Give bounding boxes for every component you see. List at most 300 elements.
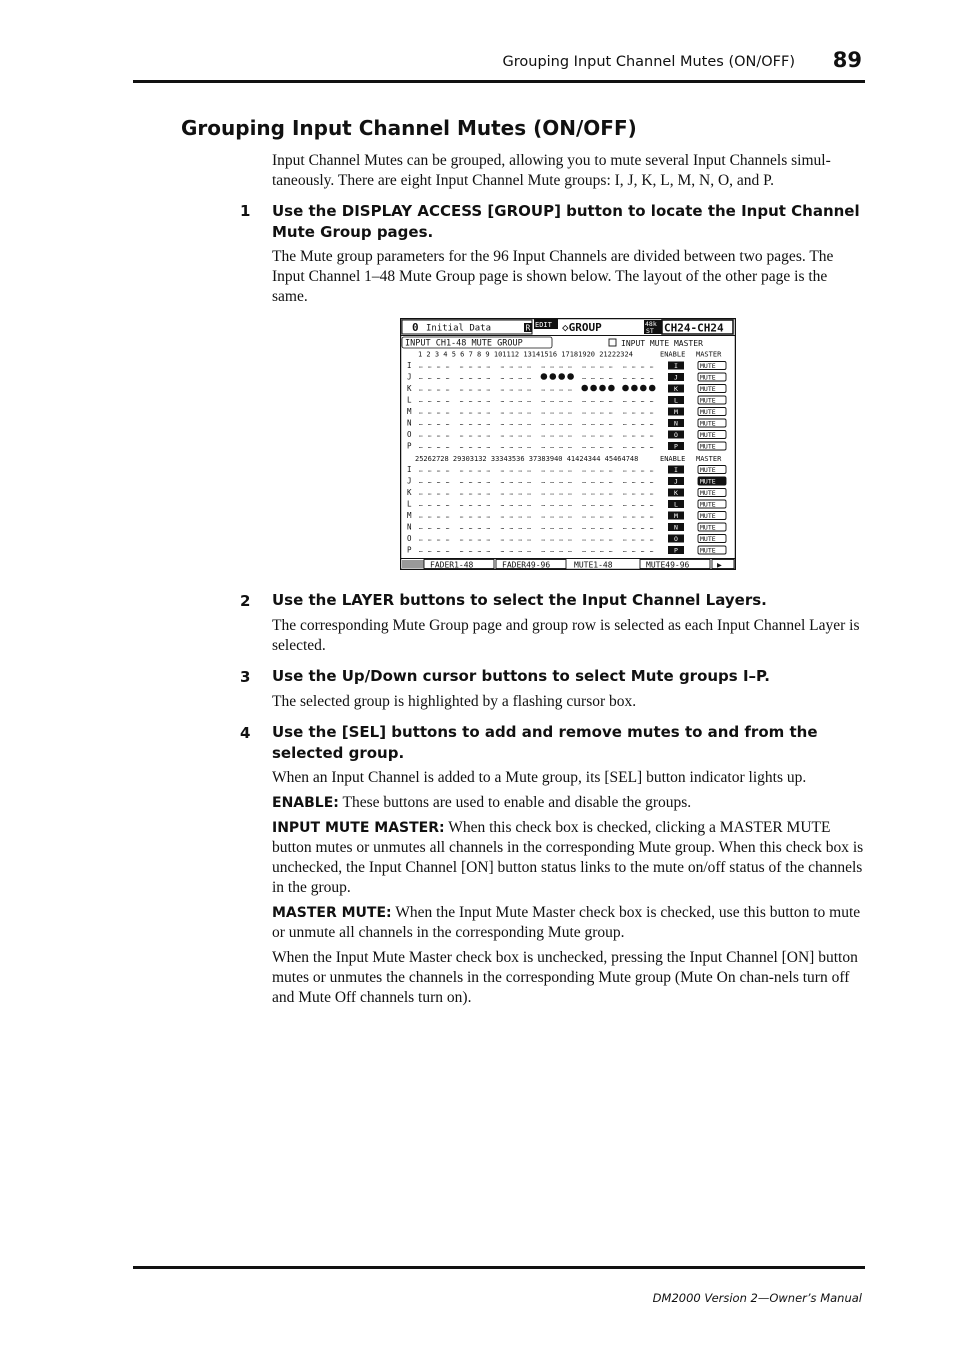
mute-off-dot-ch34-i[interactable]: … [509, 466, 514, 474]
mute-off-dot-ch12-l[interactable]: … [527, 397, 531, 404]
mute-off-dot-ch47-j[interactable]: … [640, 478, 645, 485]
mute-off-dot-ch38-i[interactable]: … [550, 466, 554, 474]
mute-off-dot-ch3-m[interactable]: … [436, 408, 441, 416]
mute-off-dot-ch44-m[interactable]: … [608, 512, 613, 520]
mute-off-dot-ch18-l[interactable]: … [591, 397, 595, 404]
mute-off-dot-ch25-p[interactable]: … [419, 547, 423, 554]
mute-off-dot-ch7-n[interactable]: … [477, 420, 482, 427]
mute-off-dot-ch4-i[interactable]: … [445, 362, 450, 370]
mute-off-dot-ch35-i[interactable]: … [518, 466, 523, 474]
mute-off-dot-ch28-o[interactable]: … [445, 535, 450, 543]
mute-off-dot-ch44-p[interactable]: … [608, 547, 613, 554]
mute-off-dot-ch9-p[interactable]: … [500, 443, 505, 450]
mute-off-dot-ch16-i[interactable]: … [568, 362, 572, 370]
mute-off-dot-ch31-o[interactable]: … [477, 535, 482, 543]
mute-off-dot-ch3-k[interactable]: … [436, 385, 441, 393]
mute-off-dot-ch24-l[interactable]: … [649, 397, 654, 404]
mute-off-dot-ch11-m[interactable]: … [518, 408, 523, 416]
mute-off-dot-ch25-j[interactable]: … [419, 478, 423, 485]
mute-off-dot-ch30-o[interactable]: … [468, 535, 473, 543]
mute-off-dot-ch27-i[interactable]: … [436, 466, 441, 474]
mute-off-dot-ch39-k[interactable]: … [559, 489, 563, 497]
mute-off-dot-ch39-m[interactable]: … [559, 512, 563, 520]
mute-off-dot-ch3-j[interactable]: … [436, 374, 441, 381]
mute-off-dot-ch28-j[interactable]: … [445, 478, 450, 485]
mute-off-dot-ch5-p[interactable]: … [459, 443, 464, 450]
mute-on-dot-ch19-k[interactable] [599, 385, 606, 392]
mute-off-dot-ch28-p[interactable]: … [445, 547, 450, 554]
mute-off-dot-ch26-k[interactable]: … [427, 489, 432, 497]
mute-off-dot-ch41-j[interactable]: … [582, 478, 586, 485]
mute-on-dot-ch16-j[interactable] [567, 373, 574, 380]
mute-off-dot-ch28-k[interactable]: … [445, 489, 450, 497]
mute-off-dot-ch10-m[interactable]: … [509, 408, 514, 416]
mute-off-dot-ch10-j[interactable]: … [509, 374, 514, 381]
mute-off-dot-ch41-p[interactable]: … [582, 547, 586, 554]
mute-off-dot-ch19-l[interactable]: … [600, 397, 604, 404]
mute-off-dot-ch1-p[interactable]: … [419, 443, 423, 450]
mute-off-dot-ch2-p[interactable]: … [427, 443, 432, 450]
mute-off-dot-ch14-n[interactable]: … [550, 420, 554, 427]
mute-off-dot-ch40-l[interactable]: … [568, 501, 572, 508]
mute-off-dot-ch30-m[interactable]: … [468, 512, 473, 520]
mute-off-dot-ch36-n[interactable]: … [527, 524, 531, 531]
mute-off-dot-ch11-p[interactable]: … [518, 443, 523, 450]
mute-off-dot-ch43-j[interactable]: … [600, 478, 604, 485]
mute-off-dot-ch47-i[interactable]: … [640, 466, 645, 474]
mute-off-dot-ch6-j[interactable]: … [468, 374, 473, 381]
mute-off-dot-ch25-l[interactable]: … [419, 501, 423, 508]
mute-off-dot-ch1-k[interactable]: … [419, 385, 423, 393]
mute-off-dot-ch29-i[interactable]: … [459, 466, 464, 474]
mute-off-dot-ch37-m[interactable]: … [541, 512, 546, 520]
mute-off-dot-ch17-n[interactable]: … [582, 420, 586, 427]
mute-off-dot-ch46-o[interactable]: … [631, 535, 636, 543]
mute-off-dot-ch40-o[interactable]: … [568, 535, 572, 543]
mute-off-dot-ch1-m[interactable]: … [419, 408, 423, 416]
mute-off-dot-ch13-n[interactable]: … [541, 420, 546, 427]
mute-off-dot-ch47-n[interactable]: … [640, 524, 645, 531]
mute-off-dot-ch8-o[interactable]: … [486, 431, 491, 439]
mute-off-dot-ch15-l[interactable]: … [559, 397, 563, 404]
mute-off-dot-ch12-k[interactable]: … [527, 385, 531, 393]
mute-on-dot-ch22-k[interactable] [631, 385, 638, 392]
mute-off-dot-ch27-p[interactable]: … [436, 547, 441, 554]
mute-off-dot-ch33-o[interactable]: … [500, 535, 505, 543]
mute-off-dot-ch34-p[interactable]: … [509, 547, 514, 554]
mute-off-dot-ch37-k[interactable]: … [541, 489, 546, 497]
mute-off-dot-ch20-l[interactable]: … [608, 397, 613, 404]
mute-off-dot-ch26-j[interactable]: … [427, 478, 432, 485]
mute-off-dot-ch21-l[interactable]: … [623, 397, 627, 404]
mute-off-dot-ch3-n[interactable]: … [436, 420, 441, 427]
mute-off-dot-ch11-n[interactable]: … [518, 420, 523, 427]
mute-off-dot-ch8-n[interactable]: … [486, 420, 491, 427]
mute-off-dot-ch19-m[interactable]: … [600, 408, 604, 416]
mute-off-dot-ch9-i[interactable]: … [500, 362, 505, 370]
mute-off-dot-ch31-j[interactable]: … [477, 478, 482, 485]
mute-off-dot-ch29-p[interactable]: … [459, 547, 464, 554]
mute-off-dot-ch33-m[interactable]: … [500, 512, 505, 520]
mute-off-dot-ch7-j[interactable]: … [477, 374, 482, 381]
mute-off-dot-ch39-i[interactable]: … [559, 466, 563, 474]
mute-off-dot-ch43-i[interactable]: … [600, 466, 604, 474]
mute-off-dot-ch9-k[interactable]: … [500, 385, 505, 393]
mute-off-dot-ch29-m[interactable]: … [459, 512, 464, 520]
mute-off-dot-ch20-i[interactable]: … [608, 362, 613, 370]
mute-off-dot-ch24-n[interactable]: … [649, 420, 654, 427]
mute-off-dot-ch6-k[interactable]: … [468, 385, 473, 393]
mute-off-dot-ch19-i[interactable]: … [600, 362, 604, 370]
mute-off-dot-ch9-j[interactable]: … [500, 374, 505, 381]
mute-off-dot-ch3-p[interactable]: … [436, 443, 441, 450]
mute-off-dot-ch40-k[interactable]: … [568, 489, 572, 497]
mute-off-dot-ch40-p[interactable]: … [568, 547, 572, 554]
mute-off-dot-ch48-l[interactable]: … [649, 501, 654, 508]
mute-off-dot-ch30-l[interactable]: … [468, 501, 473, 508]
mute-off-dot-ch40-j[interactable]: … [568, 478, 572, 485]
mute-off-dot-ch41-i[interactable]: … [582, 466, 586, 474]
mute-off-dot-ch3-i[interactable]: … [436, 362, 441, 370]
next-page-arrow[interactable]: ▶ [717, 560, 722, 570]
mute-off-dot-ch18-p[interactable]: … [591, 443, 595, 450]
mute-off-dot-ch48-m[interactable]: … [649, 512, 654, 520]
mute-off-dot-ch3-l[interactable]: … [436, 397, 441, 404]
mute-off-dot-ch18-m[interactable]: … [591, 408, 595, 416]
mute-off-dot-ch32-i[interactable]: … [486, 466, 491, 474]
mute-off-dot-ch21-n[interactable]: … [623, 420, 627, 427]
mute-off-dot-ch18-o[interactable]: … [591, 431, 595, 439]
mute-off-dot-ch1-n[interactable]: … [419, 420, 423, 427]
mute-off-dot-ch48-k[interactable]: … [649, 489, 654, 497]
mute-off-dot-ch35-l[interactable]: … [518, 501, 523, 508]
mute-off-dot-ch5-k[interactable]: … [459, 385, 464, 393]
mute-off-dot-ch48-j[interactable]: … [649, 478, 654, 485]
mute-off-dot-ch1-o[interactable]: … [419, 431, 423, 439]
mute-off-dot-ch5-j[interactable]: … [459, 374, 464, 381]
mute-off-dot-ch26-i[interactable]: … [427, 466, 432, 474]
mute-off-dot-ch28-m[interactable]: … [445, 512, 450, 520]
mute-off-dot-ch1-l[interactable]: … [419, 397, 423, 404]
mute-off-dot-ch24-m[interactable]: … [649, 408, 654, 416]
mute-off-dot-ch14-o[interactable]: … [550, 431, 554, 439]
mute-off-dot-ch27-n[interactable]: … [436, 524, 441, 531]
mute-off-dot-ch7-k[interactable]: … [477, 385, 482, 393]
mute-off-dot-ch24-j[interactable]: … [649, 374, 654, 381]
mute-off-dot-ch42-n[interactable]: … [591, 524, 595, 531]
mute-off-dot-ch48-n[interactable]: … [649, 524, 654, 531]
mute-off-dot-ch33-n[interactable]: … [500, 524, 505, 531]
mute-off-dot-ch34-j[interactable]: … [509, 478, 514, 485]
mute-off-dot-ch41-l[interactable]: … [582, 501, 586, 508]
mute-off-dot-ch23-j[interactable]: … [640, 374, 645, 381]
mute-off-dot-ch9-o[interactable]: … [500, 431, 505, 439]
mute-off-dot-ch4-m[interactable]: … [445, 408, 450, 416]
mute-off-dot-ch21-p[interactable]: … [623, 443, 627, 450]
mute-off-dot-ch41-k[interactable]: … [582, 489, 586, 497]
mute-off-dot-ch28-i[interactable]: … [445, 466, 450, 474]
mute-off-dot-ch47-o[interactable]: … [640, 535, 645, 543]
mute-off-dot-ch19-n[interactable]: … [600, 420, 604, 427]
mute-off-dot-ch27-o[interactable]: … [436, 535, 441, 543]
mute-off-dot-ch48-o[interactable]: … [649, 535, 654, 543]
mute-off-dot-ch27-j[interactable]: … [436, 478, 441, 485]
mute-off-dot-ch44-n[interactable]: … [608, 524, 613, 531]
mute-off-dot-ch37-n[interactable]: … [541, 524, 546, 531]
mute-off-dot-ch18-n[interactable]: … [591, 420, 595, 427]
mute-off-dot-ch13-p[interactable]: … [541, 443, 546, 450]
mute-off-dot-ch5-i[interactable]: … [459, 362, 464, 370]
mute-off-dot-ch17-j[interactable]: … [582, 374, 586, 381]
mute-off-dot-ch4-p[interactable]: … [445, 443, 450, 450]
mute-off-dot-ch43-m[interactable]: … [600, 512, 604, 520]
mute-off-dot-ch38-p[interactable]: … [550, 547, 554, 554]
mute-off-dot-ch30-k[interactable]: … [468, 489, 473, 497]
mute-on-dot-ch20-k[interactable] [608, 385, 615, 392]
mute-off-dot-ch24-o[interactable]: … [649, 431, 654, 439]
mute-off-dot-ch31-i[interactable]: … [477, 466, 482, 474]
mute-off-dot-ch30-j[interactable]: … [468, 478, 473, 485]
mute-off-dot-ch21-o[interactable]: … [623, 431, 627, 439]
mute-off-dot-ch45-i[interactable]: … [623, 466, 627, 474]
mute-on-dot-ch18-k[interactable] [590, 385, 597, 392]
mute-off-dot-ch5-n[interactable]: … [459, 420, 464, 427]
mute-off-dot-ch44-j[interactable]: … [608, 478, 613, 485]
mute-off-dot-ch4-l[interactable]: … [445, 397, 450, 404]
mute-off-dot-ch15-n[interactable]: … [559, 420, 563, 427]
mute-off-dot-ch14-p[interactable]: … [550, 443, 554, 450]
mute-off-dot-ch27-k[interactable]: … [436, 489, 441, 497]
mute-off-dot-ch37-o[interactable]: … [541, 535, 546, 543]
mute-off-dot-ch36-k[interactable]: … [527, 489, 531, 497]
mute-off-dot-ch31-m[interactable]: … [477, 512, 482, 520]
mute-off-dot-ch34-m[interactable]: … [509, 512, 514, 520]
mute-off-dot-ch29-j[interactable]: … [459, 478, 464, 485]
mute-off-dot-ch32-m[interactable]: … [486, 512, 491, 520]
mute-off-dot-ch47-m[interactable]: … [640, 512, 645, 520]
mute-off-dot-ch26-m[interactable]: … [427, 512, 432, 520]
mute-off-dot-ch2-l[interactable]: … [427, 397, 432, 404]
mute-off-dot-ch40-m[interactable]: … [568, 512, 572, 520]
mute-off-dot-ch7-l[interactable]: … [477, 397, 482, 404]
mute-off-dot-ch15-p[interactable]: … [559, 443, 563, 450]
mute-off-dot-ch28-n[interactable]: … [445, 524, 450, 531]
mute-off-dot-ch45-n[interactable]: … [623, 524, 627, 531]
mute-off-dot-ch44-i[interactable]: … [608, 466, 613, 474]
mute-off-dot-ch21-i[interactable]: … [623, 362, 627, 370]
mute-off-dot-ch38-n[interactable]: … [550, 524, 554, 531]
mute-off-dot-ch2-n[interactable]: … [427, 420, 432, 427]
mute-off-dot-ch11-l[interactable]: … [518, 397, 523, 404]
mute-off-dot-ch22-m[interactable]: … [631, 408, 636, 416]
mute-on-dot-ch13-j[interactable] [541, 373, 548, 380]
mute-off-dot-ch21-m[interactable]: … [623, 408, 627, 416]
mute-off-dot-ch5-o[interactable]: … [459, 431, 464, 439]
mute-off-dot-ch37-j[interactable]: … [541, 478, 546, 485]
mute-off-dot-ch17-l[interactable]: … [582, 397, 586, 404]
mute-off-dot-ch4-o[interactable]: … [445, 431, 450, 439]
mute-off-dot-ch33-p[interactable]: … [500, 547, 505, 554]
mute-off-dot-ch35-j[interactable]: … [518, 478, 523, 485]
mute-off-dot-ch13-m[interactable]: … [541, 408, 546, 416]
mute-off-dot-ch17-o[interactable]: … [582, 431, 586, 439]
mute-off-dot-ch31-k[interactable]: … [477, 489, 482, 497]
mute-off-dot-ch36-p[interactable]: … [527, 547, 531, 554]
mute-off-dot-ch32-j[interactable]: … [486, 478, 491, 485]
mute-off-dot-ch23-n[interactable]: … [640, 420, 645, 427]
mute-off-dot-ch35-k[interactable]: … [518, 489, 523, 497]
mute-off-dot-ch22-p[interactable]: … [631, 443, 636, 450]
mute-off-dot-ch42-p[interactable]: … [591, 547, 595, 554]
mute-off-dot-ch12-i[interactable]: … [527, 362, 531, 370]
mute-off-dot-ch16-m[interactable]: … [568, 408, 572, 416]
mute-off-dot-ch29-k[interactable]: … [459, 489, 464, 497]
mute-off-dot-ch8-m[interactable]: … [486, 408, 491, 416]
mute-off-dot-ch43-o[interactable]: … [600, 535, 604, 543]
mute-off-dot-ch46-k[interactable]: … [631, 489, 636, 497]
mute-off-dot-ch1-i[interactable]: … [419, 362, 423, 370]
mute-off-dot-ch20-m[interactable]: … [608, 408, 613, 416]
mute-off-dot-ch4-k[interactable]: … [445, 385, 450, 393]
mute-off-dot-ch10-i[interactable]: … [509, 362, 514, 370]
mute-off-dot-ch40-n[interactable]: … [568, 524, 572, 531]
mute-off-dot-ch12-j[interactable]: … [527, 374, 531, 381]
mute-off-dot-ch19-o[interactable]: … [600, 431, 604, 439]
mute-on-dot-ch17-k[interactable] [581, 385, 588, 392]
mute-off-dot-ch11-j[interactable]: … [518, 374, 523, 381]
mute-off-dot-ch47-p[interactable]: … [640, 547, 645, 554]
mute-off-dot-ch18-i[interactable]: … [591, 362, 595, 370]
mute-off-dot-ch42-k[interactable]: … [591, 489, 595, 497]
mute-off-dot-ch23-p[interactable]: … [640, 443, 645, 450]
mute-off-dot-ch8-p[interactable]: … [486, 443, 491, 450]
mute-off-dot-ch6-n[interactable]: … [468, 420, 473, 427]
mute-off-dot-ch44-l[interactable]: … [608, 501, 613, 508]
mute-off-dot-ch8-k[interactable]: … [486, 385, 491, 393]
mute-off-dot-ch37-p[interactable]: … [541, 547, 546, 554]
mute-off-dot-ch36-l[interactable]: … [527, 501, 531, 508]
mute-off-dot-ch22-j[interactable]: … [631, 374, 636, 381]
mute-off-dot-ch15-k[interactable]: … [559, 385, 563, 393]
mute-on-dot-ch24-k[interactable] [649, 385, 656, 392]
mute-off-dot-ch42-i[interactable]: … [591, 466, 595, 474]
mute-off-dot-ch21-j[interactable]: … [623, 374, 627, 381]
mute-off-dot-ch13-i[interactable]: … [541, 362, 546, 370]
mute-off-dot-ch16-k[interactable]: … [568, 385, 572, 393]
mute-off-dot-ch42-o[interactable]: … [591, 535, 595, 543]
mute-off-dot-ch42-l[interactable]: … [591, 501, 595, 508]
mute-off-dot-ch38-j[interactable]: … [550, 478, 554, 485]
mute-off-dot-ch26-p[interactable]: … [427, 547, 432, 554]
mute-off-dot-ch16-n[interactable]: … [568, 420, 572, 427]
mute-off-dot-ch40-i[interactable]: … [568, 466, 572, 474]
mute-off-dot-ch43-p[interactable]: … [600, 547, 604, 554]
mute-off-dot-ch32-o[interactable]: … [486, 535, 491, 543]
mute-off-dot-ch20-p[interactable]: … [608, 443, 613, 450]
mute-off-dot-ch24-i[interactable]: … [649, 362, 654, 370]
mute-off-dot-ch12-n[interactable]: … [527, 420, 531, 427]
mute-off-dot-ch8-i[interactable]: … [486, 362, 491, 370]
mute-off-dot-ch13-k[interactable]: … [541, 385, 546, 393]
mute-off-dot-ch22-l[interactable]: … [631, 397, 636, 404]
mute-off-dot-ch6-l[interactable]: … [468, 397, 473, 404]
mute-off-dot-ch10-k[interactable]: … [509, 385, 514, 393]
mute-off-dot-ch33-i[interactable]: … [500, 466, 505, 474]
mute-off-dot-ch38-k[interactable]: … [550, 489, 554, 497]
mute-off-dot-ch18-j[interactable]: … [591, 374, 595, 381]
mute-off-dot-ch11-i[interactable]: … [518, 362, 523, 370]
mute-off-dot-ch9-n[interactable]: … [500, 420, 505, 427]
mute-off-dot-ch7-i[interactable]: … [477, 362, 482, 370]
mute-off-dot-ch32-k[interactable]: … [486, 489, 491, 497]
mute-off-dot-ch25-o[interactable]: … [419, 535, 423, 543]
mute-off-dot-ch32-p[interactable]: … [486, 547, 491, 554]
mute-off-dot-ch46-i[interactable]: … [631, 466, 636, 474]
mute-off-dot-ch45-m[interactable]: … [623, 512, 627, 520]
mute-off-dot-ch2-j[interactable]: … [427, 374, 432, 381]
mute-off-dot-ch19-p[interactable]: … [600, 443, 604, 450]
mute-off-dot-ch8-l[interactable]: … [486, 397, 491, 404]
mute-off-dot-ch16-l[interactable]: … [568, 397, 572, 404]
mute-off-dot-ch13-l[interactable]: … [541, 397, 546, 404]
mute-off-dot-ch46-m[interactable]: … [631, 512, 636, 520]
mute-off-dot-ch17-i[interactable]: … [582, 362, 586, 370]
mute-off-dot-ch6-o[interactable]: … [468, 431, 473, 439]
mute-on-dot-ch23-k[interactable] [640, 385, 647, 392]
mute-off-dot-ch46-j[interactable]: … [631, 478, 636, 485]
mute-off-dot-ch41-m[interactable]: … [582, 512, 586, 520]
mute-off-dot-ch20-j[interactable]: … [608, 374, 613, 381]
mute-off-dot-ch34-n[interactable]: … [509, 524, 514, 531]
mute-off-dot-ch22-n[interactable]: … [631, 420, 636, 427]
mute-off-dot-ch25-k[interactable]: … [419, 489, 423, 497]
mute-off-dot-ch36-j[interactable]: … [527, 478, 531, 485]
mute-off-dot-ch41-o[interactable]: … [582, 535, 586, 543]
mute-off-dot-ch39-j[interactable]: … [559, 478, 563, 485]
mute-off-dot-ch46-n[interactable]: … [631, 524, 636, 531]
mute-off-dot-ch1-j[interactable]: … [419, 374, 423, 381]
mute-off-dot-ch15-m[interactable]: … [559, 408, 563, 416]
mute-off-dot-ch12-m[interactable]: … [527, 408, 531, 416]
mute-off-dot-ch29-l[interactable]: … [459, 501, 464, 508]
mute-off-dot-ch47-l[interactable]: … [640, 501, 645, 508]
mute-off-dot-ch45-k[interactable]: … [623, 489, 627, 497]
mute-off-dot-ch30-n[interactable]: … [468, 524, 473, 531]
mute-off-dot-ch14-k[interactable]: … [550, 385, 554, 393]
mute-off-dot-ch6-p[interactable]: … [468, 443, 473, 450]
mute-off-dot-ch4-n[interactable]: … [445, 420, 450, 427]
mute-off-dot-ch48-i[interactable]: … [649, 466, 654, 474]
mute-off-dot-ch30-p[interactable]: … [468, 547, 473, 554]
mute-off-dot-ch37-i[interactable]: … [541, 466, 546, 474]
mute-off-dot-ch32-n[interactable]: … [486, 524, 491, 531]
mute-off-dot-ch23-i[interactable]: … [640, 362, 645, 370]
mute-off-dot-ch36-m[interactable]: … [527, 512, 531, 520]
mute-off-dot-ch23-m[interactable]: … [640, 408, 645, 416]
mute-off-dot-ch5-l[interactable]: … [459, 397, 464, 404]
mute-off-dot-ch35-n[interactable]: … [518, 524, 523, 531]
mute-off-dot-ch46-p[interactable]: … [631, 547, 636, 554]
mute-off-dot-ch5-m[interactable]: … [459, 408, 464, 416]
mute-off-dot-ch44-o[interactable]: … [608, 535, 613, 543]
mute-off-dot-ch31-l[interactable]: … [477, 501, 482, 508]
mute-off-dot-ch43-k[interactable]: … [600, 489, 604, 497]
mute-off-dot-ch38-l[interactable]: … [550, 501, 554, 508]
mute-off-dot-ch24-p[interactable]: … [649, 443, 654, 450]
mute-off-dot-ch10-n[interactable]: … [509, 420, 514, 427]
mute-off-dot-ch36-o[interactable]: … [527, 535, 531, 543]
mute-off-dot-ch7-p[interactable]: … [477, 443, 482, 450]
